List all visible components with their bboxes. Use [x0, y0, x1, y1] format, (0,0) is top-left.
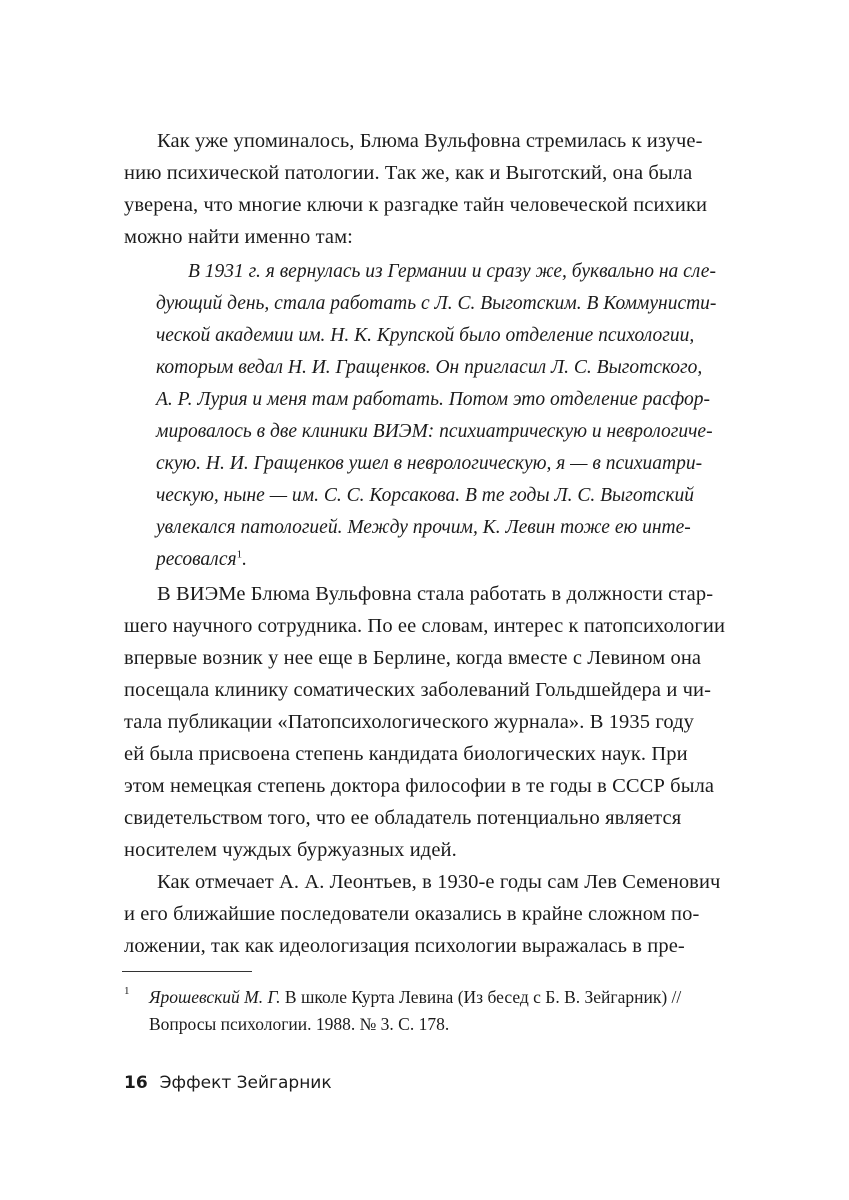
footnote-divider	[122, 971, 252, 972]
text-line: Как уже упоминалось, Блюма Вульфовна стремилась к изуче-	[157, 130, 703, 152]
text-line: впервые возник у нее еще в Берлине, когда вместе с Левином она	[124, 647, 702, 669]
text-line: этом немецкая степень доктора философии в те годы в СССР была	[124, 775, 715, 797]
quote-line: В 1931 г. я вернулась из Германии и сразу же, буквально на сле-	[188, 261, 716, 282]
footnote-text: В школе Курта Левина (Из бесед с Б. В. Зейгарник) //	[280, 987, 682, 1007]
text-line: нию психической патологии. Так же, как и Выготский, она была	[124, 162, 693, 184]
quote-line: ческой академии им. Н. К. Крупской было отделение психологии,	[156, 325, 695, 346]
quote-line: дующий день, стала работать с Л. С. Выготским. В Коммунисти-	[156, 293, 717, 314]
text-line: и его ближайшие последователи оказались в крайне сложном по-	[124, 903, 700, 925]
text-line: шего научного сотрудника. По ее словам, интерес к патопсихологии	[124, 615, 726, 637]
footnote-line	[149, 985, 681, 1009]
page-number: 16	[124, 1073, 148, 1093]
text-line: В ВИЭМе Блюма Вульфовна стала работать в должности стар-	[157, 583, 714, 605]
footnote-reference[interactable]: 1	[236, 548, 243, 561]
text-line: уверена, что многие ключи к разгадке тайн человеческой психики	[124, 194, 708, 216]
quote-line: ческую, ныне — им. С. С. Корсакова. В те годы Л. С. Выготский	[156, 485, 694, 506]
quote-line: скую. Н. И. Гращенков ушел в неврологическую, я — в психиатри-	[156, 453, 703, 474]
quote-line: которым ведал Н. И. Гращенков. Он пригласил Л. С. Выготского,	[156, 357, 703, 378]
page-footer	[124, 1071, 332, 1095]
text-line: свидетельством того, что ее обладатель потенциально является	[124, 807, 682, 829]
text-line: Как отмечает А. А. Леонтьев, в 1930-е годы сам Лев Семенович	[157, 871, 721, 893]
quote-last-line-text: ресовался	[156, 549, 237, 570]
running-title: Эффект Зейгарник	[159, 1073, 332, 1093]
footnote-line: Вопросы психологии. 1988. № 3. С. 178.	[149, 1014, 450, 1034]
quote-last-line	[156, 545, 849, 575]
text-line: ложении, так как идеологизация психологии выражалась в пре-	[124, 935, 685, 957]
text-line: можно найти именно там:	[124, 226, 353, 248]
quote-line: А. Р. Лурия и меня там работать. Потом это отделение расфор-	[156, 389, 710, 410]
footnote-number: 1	[124, 985, 130, 997]
quote-last-line-end: .	[242, 549, 247, 570]
text-line: тала публикации «Патопсихологического журнала». В 1935 году	[124, 711, 694, 733]
footnote-author: Ярошевский М. Г.	[149, 987, 281, 1007]
text-line: посещала клинику соматических заболеваний Гольдшейдера и чи-	[124, 679, 712, 701]
quote-line: мировалось в две клиники ВИЭМ: психиатрическую и неврологиче-	[156, 421, 713, 442]
quote-line: увлекался патологией. Между прочим, К. Левин тоже ею инте-	[156, 517, 691, 538]
text-line: ей была присвоена степень кандидата биологических наук. При	[124, 743, 688, 765]
text-line: носителем чуждых буржуазных идей.	[124, 839, 457, 861]
